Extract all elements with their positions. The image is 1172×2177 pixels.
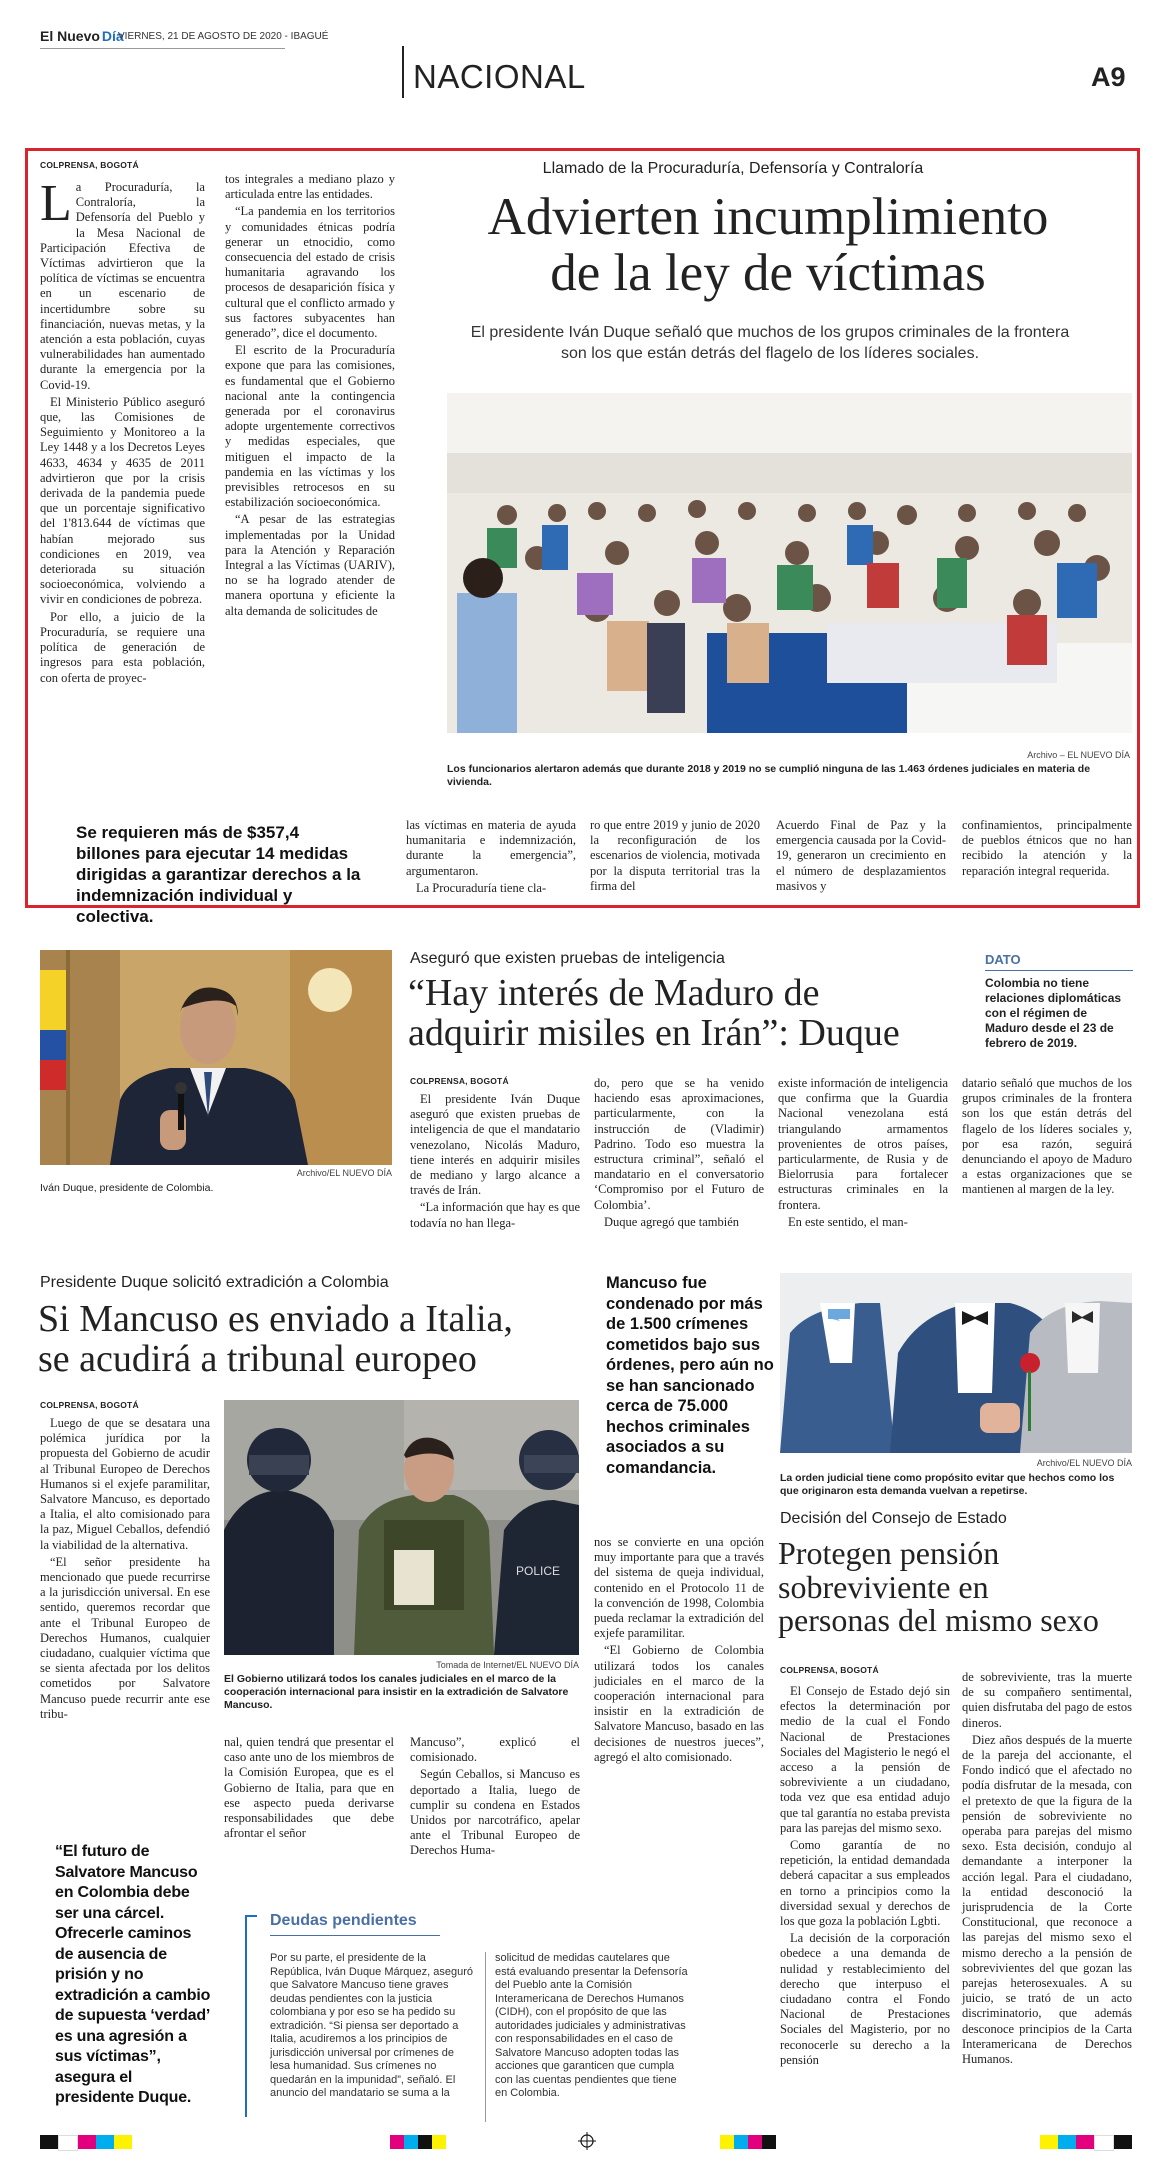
story1-col4-text: ro que entre 2019 y junio de 2020 la reconfiguración de los escenarios de violencia, motivada por la disputa territorial tras la firma del [590,818,760,893]
story4-col1-p3: La decisión de la corporación obedece a una demanda de nulidad y restablecimiento del derecho que interpuso el ciudadano contra el Fondo Nacional de Prestaciones Sociales del Magisterio, por no reconocerle su derecho a la pensión [780,1931,950,2067]
story1-col5-text: Acuerdo Final de Paz y la emergencia causada por la Covid-19, generaron un crecimiento en el número de desplazamientos masivos y [776,818,946,893]
box-title: Deudas pendientes [270,1912,417,1929]
story4-photo-credit: Archivo/EL NUEVO DÍA [1036,1458,1132,1468]
story2-col2-p2: Duque agregó que también [604,1214,740,1229]
story3-col3-p1: Mancuso”, explicó el comisionado. [410,1735,580,1765]
box-divider [485,1952,486,2122]
story3-col1-p1: Luego de que se desatara una polémica jurídica por la propuesta del Gobierno de acudir al Tribunal Europeo de Derechos Humanos si el exjefe paramilitar, Salvatore Mancuso, es deportado a Italia, el alto comisionado para la paz, Miguel Ceballos, defendió la viabilidad de la alternativa. [40,1416,210,1552]
story2-kicker: Aseguró que existen pruebas de inteligencia [410,950,725,967]
story1-col6-text: confinamientos, principalmente de pueblos étnicos que no han recibido la atención y la reparación integral requerida. [962,818,1132,878]
story2-headline [408,974,968,1054]
story3-photo-credit: Tomada de Internet/EL NUEVO DÍA [436,1660,579,1670]
story4-headline-line2: sobreviviente en [778,1568,989,1605]
story1-kicker: Llamado de la Procuraduría, Defensoría y Contraloría [542,160,924,177]
story4-col2-p2: Diez años después de la muerte de la pareja del accionante, el Fondo indicó que el afectado no podía disfrutar de la mesada, con el pretexto de que la figura de la pensión de sobreviviente no operaba para parejas del mismo sexo. Esta decisión, condujo al demandante a interponer la acción legal. Para el ciudadano, la entidad desconoció la jurisprudencia de la Corte Constitucional, que reconoce a las parejas del mismo sexo el mismo derecho a la pensión de sobrevivientes del que gozan las parejas heterosexuales. A su juicio, se trató de un acto discriminatorio, que además desconoce principios de la Carta Interamericana de Derechos Humanos. [962,1732,1132,2067]
story1-pull-quote: Se requieren más de $357,4 billones para ejecutar 14 medidas dirigidas a garantizar derechos a la indemnización individual y colectiva. [76,823,361,926]
dato-rule [985,970,1133,971]
story3-pull-quote: Mancuso fue condenado por más de 1.500 crímenes cometidos bajo sus órdenes, pero aún no se han sancionado cerca de 75.000 hechos criminales asociados a su comandancia. [606,1274,774,1477]
story4-kicker: Decisión del Consejo de Estado [780,1510,1007,1527]
story2-col1-p2: “La información que hay es que todavía no han llega- [410,1200,581,1230]
dato-text: Colombia no tiene relaciones diplomáticas con el régimen de Maduro desde el 23 de febrero de 2019. [985,976,1122,1050]
header-rule [40,48,285,49]
story3-col3-p2: Según Ceballos, si Mancuso es deportado a Italia, luego de cumplir su condena en Estados Unidos por narcotráfico, apelar ante el Tribunal Europeo de Derechos Huma- [410,1767,580,1858]
date-line: VIERNES, 21 DE AGOSTO DE 2020 - IBAGUÉ [118,31,329,42]
story1-headline-line2: de la ley de víctimas [550,243,986,302]
story2-col3-p2: En este sentido, el man- [788,1214,908,1229]
dato-label: DATO [985,952,1021,967]
story3-kicker: Presidente Duque solicitó extradición a Colombia [40,1274,389,1291]
story1-col3-text: las víctimas en materia de ayuda humanitaria e indemnización, durante la emergencia”, argumentaron. [406,818,576,878]
story4-photo [780,1273,1132,1453]
story1-headline-line1: Advierten incumplimiento [487,188,1049,246]
story4-headline [778,1537,1138,1638]
story2-headline-line1: “Hay interés de Maduro de [408,972,820,1014]
story1-dropcap: L [40,175,72,232]
section-title: NACIONAL [413,58,586,95]
story1-photo [447,393,1132,733]
story3-president-quote: “El futuro de Salvatore Mancuso en Colombia debe ser una cárcel. Ofrecerle caminos de ausencia de prisión y no extradición a cambio de supuesta ‘verdad’ es una agresión a sus víctimas”, asegura el presidente Duque. [55,1843,211,2106]
story2-headline-line2: adquirir misiles en Irán”: Duque [408,1011,900,1054]
story4-headline-line3: personas del mismo sexo [778,1602,1099,1639]
story3-col3 [410,1735,580,1861]
story4-byline: COLPRENSA, BOGOTÁ [780,1665,879,1675]
logo-accent: Día [101,28,124,44]
story4-col1-p2: Como garantía de no repetición, la entidad demandada deberá capacitar a sus empleados en torno a principios como la diversidad sexual y derechos de los que goza la población Lgbti. [780,1838,950,1929]
story1-col1-p2: El Ministerio Público aseguró que, las Comisiones de Seguimiento y Monitoreo a la Ley 1448 y a los Decretos Leyes 4633, 4634 y 4635 de 2011 advirtieron que por la crisis derivada de la pandemia puede que un porcentaje significativo del 1'813.644 de víctimas que habían mejorado sus condiciones en 2019, vea deteriorada su situación socioeconómica, volviendo a vivir en condiciones de pobreza. [40,394,205,607]
story4-caption: La orden judicial tiene como propósito evitar que hechos como los que originaron esta demanda vuelvan a repetirse. [780,1472,1115,1497]
story1-caption: Los funcionarios alertaron además que durante 2018 y 2019 no se cumplió ninguna de las 1.463 órdenes judiciales en materia de vivienda. [447,763,1091,788]
story1-deck: El presidente Iván Duque señaló que muchos de los grupos criminales de la frontera son los que están detrás del flagelo de los líderes sociales. [470,324,1070,362]
story2-col3 [778,1076,948,1232]
story3-caption: El Gobierno utilizará todos los canales judiciales en el marco de la cooperación internacional para insistir en la extradición de Salvatore Mancuso. [224,1673,569,1711]
story3-colr-p2: “El Gobierno de Colombia utilizará todos los canales judiciales en el marco de la cooperación internacional para insistir en la extradición de Salvatore Mancuso, basado en las decisiones de nuestros jueces”, agregó el alto comisionado. [594,1643,764,1764]
story3-col2 [224,1735,394,1843]
story1-col1 [40,175,205,688]
story1-col1-p3: Por ello, a juicio de la Procuraduría, se requiere una política de generación de ingresos para esta población, con oferta de proyec- [40,609,205,685]
story3-col1 [40,1416,210,1724]
box-bracket [245,1915,257,2117]
story3-colr-p1: nos se convierte en una opción muy importante para que a través del sistema de queja individual, contenido en el Protocolo 11 de la convención de 1998, Colombia pueda reclamar la extradición del exjefe paramilitar. [594,1535,764,1641]
story1-col6 [962,818,1132,881]
story3-col1-p2: “El señor presidente ha mencionado que puede recurrirse a la jurisdicción universal. En ese sentido, queremos recordar que ante el Tribunal Europeo de Derechos Humanos, cualquier ciudadano, cualquier víctima que se sienta afectada por los delitos cometidos por Salvatore Mancuso puede recurrir ante ese tribu- [40,1554,210,1721]
section-divider [402,46,404,98]
story3-byline: COLPRENSA, BOGOTÁ [40,1400,139,1410]
story2-photo [40,950,392,1165]
story4-col2 [962,1670,1132,2069]
story1-col2-p3: El escrito de la Procuraduría expone que para las comisiones, es fundamental que el Gobierno nacional ante la contingencia generada por el coronavirus adopte urgentemente correctivos y medidas especiales, que mitiguen el impacto de la pandemia en las víctimas y los previsibles retrocesos en su estabilización socioeconómica. [225,343,395,510]
story1-col5 [776,818,946,896]
registration-mark [578,2132,596,2150]
story1-byline: COLPRENSA, BOGOTÁ [40,160,139,170]
story1-col4 [590,818,760,896]
masthead-logo [40,28,124,44]
box-col1: Por su parte, el presidente de la República, Iván Duque Márquez, aseguró que Salvatore Mancuso tiene graves deudas pendientes con la justicia colombiana y por eso se ha pedido su extradición. “Si piensa ser deportado a Italia, acudiremos a los principios de jurisdicción universal por crímenes de lesa humanidad. Sus crímenes no quedarán en la impunidad”, señaló. El anuncio del mandatario se suma a la [270,1952,474,2099]
story1-col2 [225,172,395,621]
story4-col1-p1: El Consejo de Estado dejó sin efectos la determinación por medio de la cual el Fondo Nacional de Prestaciones Sociales del Magisterio le negó el acceso a la pensión de sobreviviente a un ciudadano, toda vez que esa entidad adujo que tal garantía no estaba prevista para las parejas del mismo sexo. [780,1684,950,1835]
story1-photo-credit: Archivo – EL NUEVO DÍA [1027,750,1130,760]
story1-col2-p4: “A pesar de las estrategias implementadas por la Unidad para la Atención y Reparación Integral a las Víctimas (UARIV), no se ha logrado atender de manera oportuna y eficiente la alta demanda de solicitudes de [225,512,395,618]
logo-plain: El Nuevo [40,28,100,44]
story2-caption: Iván Duque, presidente de Colombia. [40,1182,214,1194]
story4-headline-line1: Protegen pensión [778,1535,1000,1571]
story2-byline: COLPRENSA, BOGOTÁ [410,1076,509,1086]
story3-headline-line1: Si Mancuso es enviado a Italia, [38,1298,513,1340]
story1-col2-p1: tos integrales a mediano plazo y articulada entre las entidades. [225,172,395,202]
box-col2: solicitud de medidas cautelares que está evaluando presentar la Defensoría del Pueblo ante la Comisión Interamericana de Derechos Humanos (CIDH), con el propósito de que las autoridades judiciales y administrativas con responsabilidades en el caso de Salvatore Mancuso adopten todas las acciones que garanticen que cumpla con las cuentas pendientes que tiene en Colombia. [495,1952,688,2099]
story2-col1 [410,1092,580,1233]
story1-headline [418,190,1118,301]
story2-col4-p1: datario señaló que muchos de los grupos criminales de la frontera son los que están detrás del flagelo de los líderes sociales y, por esa razón, seguirá denunciando el apoyo de Maduro a estas organizaciones que se mantienen al margen de la ley. [962,1076,1132,1197]
box-title-rule [270,1935,440,1936]
page-number: A9 [1091,62,1126,92]
story2-col2 [594,1076,764,1232]
story1-col2-p2: “La pandemia en los territorios y comunidades étnicas podría generar un etnocidio, como consecuencia del estado de crisis humanitaria agravando los procesos de desaparición física y cultural que el conflicto armado y sus factores subyacentes han generado”, dice el documento. [225,204,395,341]
story2-col3-p1: existe información de inteligencia que confirma que la Guardia Nacional venezolana está triangulando armamentos provenientes de otros países, particularmente, de Rusia y de Bielorrusia para fortalecer estructuras criminales en la frontera. [778,1076,948,1212]
story2-photo-credit: Archivo/EL NUEVO DÍA [296,1168,392,1178]
story1-col1-p1: a Procuraduría, la Contraloría, la Defensoría del Pueblo y la Mesa Nacional de Participación Efectiva de Víctimas advirtieron que la política de víctimas se encuentra en un escenario de incertidumbre sobre su financiación, nuevas metas, y la atención a esta población, cuyas vulnerabilidades han aumentado durante la emergencia por la Covid-19. [40,180,205,392]
story3-headline [38,1300,598,1380]
story3-headline-line2: se acudirá a tribunal europeo [38,1337,477,1380]
story2-col2-p1: do, pero que se ha venido haciendo esas aproximaciones, particularmente, con la instrucción de (Vladimir) Padrino. Todo eso muestra la estructura criminal”, señaló el mandatario en el conversatorio ‘Compromiso por el Futuro de Colombia’. [594,1076,764,1212]
story4-col1 [780,1684,950,2070]
story2-col1-p1: El presidente Iván Duque aseguró que existen pruebas de inteligencia de que el mandatario venezolano, Nicolás Maduro, tiene interés en adquirir misiles de mediano y largo alcance a través de Irán. [410,1092,580,1198]
story4-col2-p1: de sobreviviente, tras la muerte de su compañero sentimental, quien disfrutaba del pago de estos dineros. [962,1670,1132,1730]
story2-col4 [962,1076,1132,1200]
svg-text:POLICE: POLICE [516,1564,561,1578]
story3-col-right [594,1535,764,1767]
story3-photo [224,1400,579,1655]
story1-col3-text-b: La Procuraduría tiene cla- [416,880,547,895]
story3-col2-p1: nal, quien tendrá que presentar el caso ante uno de los miembros de la Comisión Europea, que es el Gobierno de Italia, para que en ese aspecto pueda derivarse responsabilidades que debe afrontar el señor [224,1735,394,1841]
story1-col3 [406,818,576,898]
